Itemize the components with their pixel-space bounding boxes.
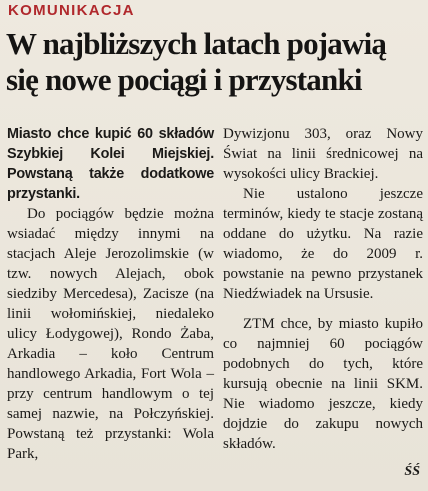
article-column-left	[7, 124, 214, 464]
article-paragraph: Nie ustalono jeszcze terminów, kiedy te stacje zostaną oddane do użytku. Na razie wiadomo, że do 2009 r. powstanie na pewno przystanek Niedźwiadek na Ursusie.	[223, 186, 423, 302]
author-signature: ŚŚ	[404, 464, 420, 479]
article-lead: Miasto chce kupić 60 składów Szybkiej Kolei Miejskiej. Powstaną także dodatkowe przystanki.	[7, 126, 214, 202]
article-paragraph-continuation: Dywizjonu 303, oraz Nowy Świat na linii średnicowej na wysokości ulicy Brackiej.	[223, 126, 423, 182]
article-paragraph: ZTM chce, by miasto kupiło co najmniej 60 pociągów podobnych do tych, które kursują obecnie na linii SKM. Nie wiadomo jeszcze, kiedy dojdzie do zakupu nowych składów.	[223, 316, 423, 452]
article-column-right	[223, 124, 423, 454]
section-label: KOMUNIKACJA	[8, 2, 135, 19]
article-paragraph: Do pociągów będzie można wsiadać między innymi na stacjach Aleje Jerozolimskie (w tzw. nowych Alejach, obok siedziby Mercedesa), Zacisze (na linii wołomińskiej, niedaleko ulicy Łodygowej), Rondo Żaba, Arkadia – koło Centrum handlowego Arkadia, Fort Wola – przy centrum handlowym o tej samej nazwie, na Połczyńskiej. Powstaną też przystanki: Wola Park,	[7, 206, 214, 462]
headline: W najbliższych latach pojawią się nowe pociągi i przystanki	[6, 26, 387, 97]
